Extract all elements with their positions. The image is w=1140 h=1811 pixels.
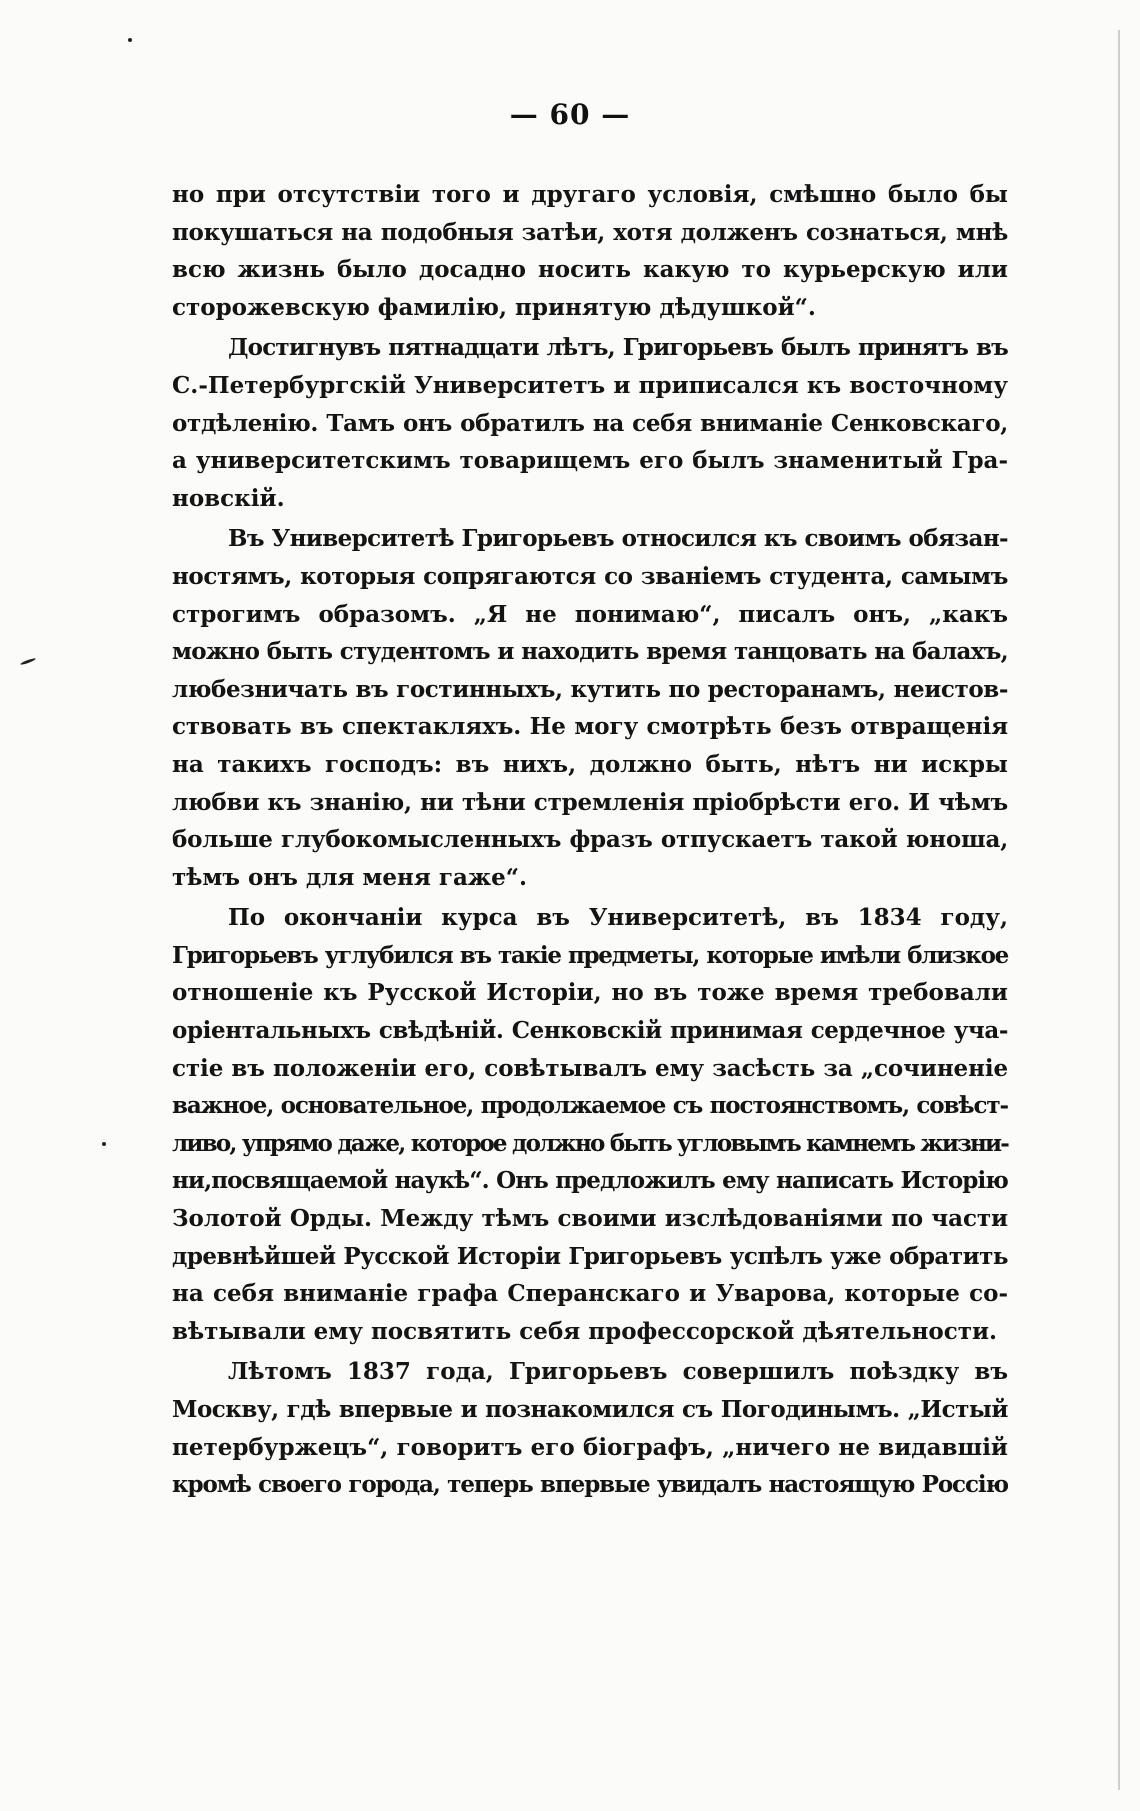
text-line: Григорьевъ углубился въ такіе предметы, которые имѣли близкое (172, 941, 1008, 969)
text-line: Въ Университетѣ Григорьевъ относился къ своимъ обязан- (228, 525, 1008, 553)
text-line: отношеніе къ Русской Исторіи, но въ тоже время требовали (172, 979, 1008, 1007)
text-line: кромѣ своего города, теперь впервые увидалъ настоящую Россію (172, 1471, 1008, 1499)
paragraph (172, 176, 1008, 326)
text-line: ливо, упрямо даже, которое должно быть угловымъ камнемъ жизни- (172, 1129, 1008, 1157)
text-line: любви къ знанію, ни тѣни стремленія пріобрѣсти его. И чѣмъ (172, 788, 1008, 816)
text-line: стіе въ положеніи его, совѣтывалъ ему засѣсть за „сочиненіе (172, 1054, 1008, 1082)
text-line: Москву, гдѣ впервые и познакомился съ Погодинымъ. „Истый (172, 1396, 1008, 1423)
paragraph (172, 329, 1008, 517)
text-line: отдѣленію. Тамъ онъ обратилъ на себя вниманіе Сенковскаго, (172, 409, 1008, 437)
text-line: сторожевскую фамилію, принятую дѣдушкой“. (172, 293, 816, 321)
text-line: оріентальныхъ свѣдѣній. Сенковскій принимая сердечное уча- (172, 1017, 1008, 1045)
text-line: тѣмъ онъ для меня гаже“. (172, 863, 527, 891)
page-edge-line (1118, 30, 1120, 1790)
paragraph (172, 520, 1008, 896)
page-number: — 60 — (509, 98, 631, 131)
text-line: С.-Петербургскій Университетъ и приписался къ восточному (172, 371, 1008, 399)
text-line: петербуржецъ“, говоритъ его біографъ, „ничего не видавшій (172, 1433, 1008, 1461)
text-line: вѣтывали ему посвятить себя профессорской дѣятельности. (172, 1317, 998, 1345)
paragraph (172, 899, 1008, 1350)
text-line: важное, основательное, продолжаемое съ постоянствомъ, совѣст- (172, 1092, 1008, 1120)
text-line: на такихъ господъ: въ нихъ, должно быть, нѣтъ ни искры (172, 750, 1008, 778)
text-line: Золотой Орды. Между тѣмъ своими изслѣдованіями по части (172, 1205, 1008, 1233)
text-line: Достигнувъ пятнадцати лѣтъ, Григорьевъ былъ принятъ въ (228, 334, 1008, 362)
text-line: на себя вниманіе графа Сперанскаго и Уварова, которые со- (172, 1280, 1008, 1308)
ink-speck (20, 657, 36, 665)
text-line: всю жизнь было досадно носить какую то курьерскую или (172, 256, 1008, 284)
text-line: любезничать въ гостинныхъ, кутить по ресторанамъ, неистов- (172, 675, 1008, 703)
text-line: ностямъ, которыя сопрягаются со званіемъ студента, самымъ (172, 562, 1008, 590)
body-text (172, 176, 1008, 1507)
text-line: можно быть студентомъ и находить время танцовать на балахъ, (172, 638, 1008, 666)
text-line: древнѣйшей Русской Исторіи Григорьевъ успѣлъ уже обратить (172, 1242, 1008, 1270)
text-line: ни,посвящаемой наукѣ“. Онъ предложилъ ему написать Исторію (172, 1167, 1008, 1195)
text-line: больше глубокомысленныхъ фразъ отпускаетъ такой юноша, (172, 826, 1008, 854)
text-line: покушаться на подобныя затѣи, хотя долженъ сознаться, мнѣ (172, 218, 1008, 246)
text-line: По окончаніи курса въ Университетѣ, въ 1834 году, (228, 904, 1008, 932)
text-line: Лѣтомъ 1837 года, Григорьевъ совершилъ поѣздку въ (228, 1358, 1008, 1386)
text-line: но при отсутствіи того и другаго условія, смѣшно было бы (172, 181, 1008, 208)
text-line: ствовать въ спектакляхъ. Не могу смотрѣть безъ отвращенія (172, 713, 1008, 741)
ink-speck (102, 1142, 106, 1146)
text-line: а университетскимъ товарищемъ его былъ знаменитый Гра- (172, 447, 1008, 475)
ink-speck (128, 38, 132, 42)
text-line: новскій. (172, 484, 285, 512)
paragraph (172, 1353, 1008, 1503)
text-line: строгимъ образомъ. „Я не понимаю“, писалъ онъ, „какъ (172, 600, 1008, 628)
